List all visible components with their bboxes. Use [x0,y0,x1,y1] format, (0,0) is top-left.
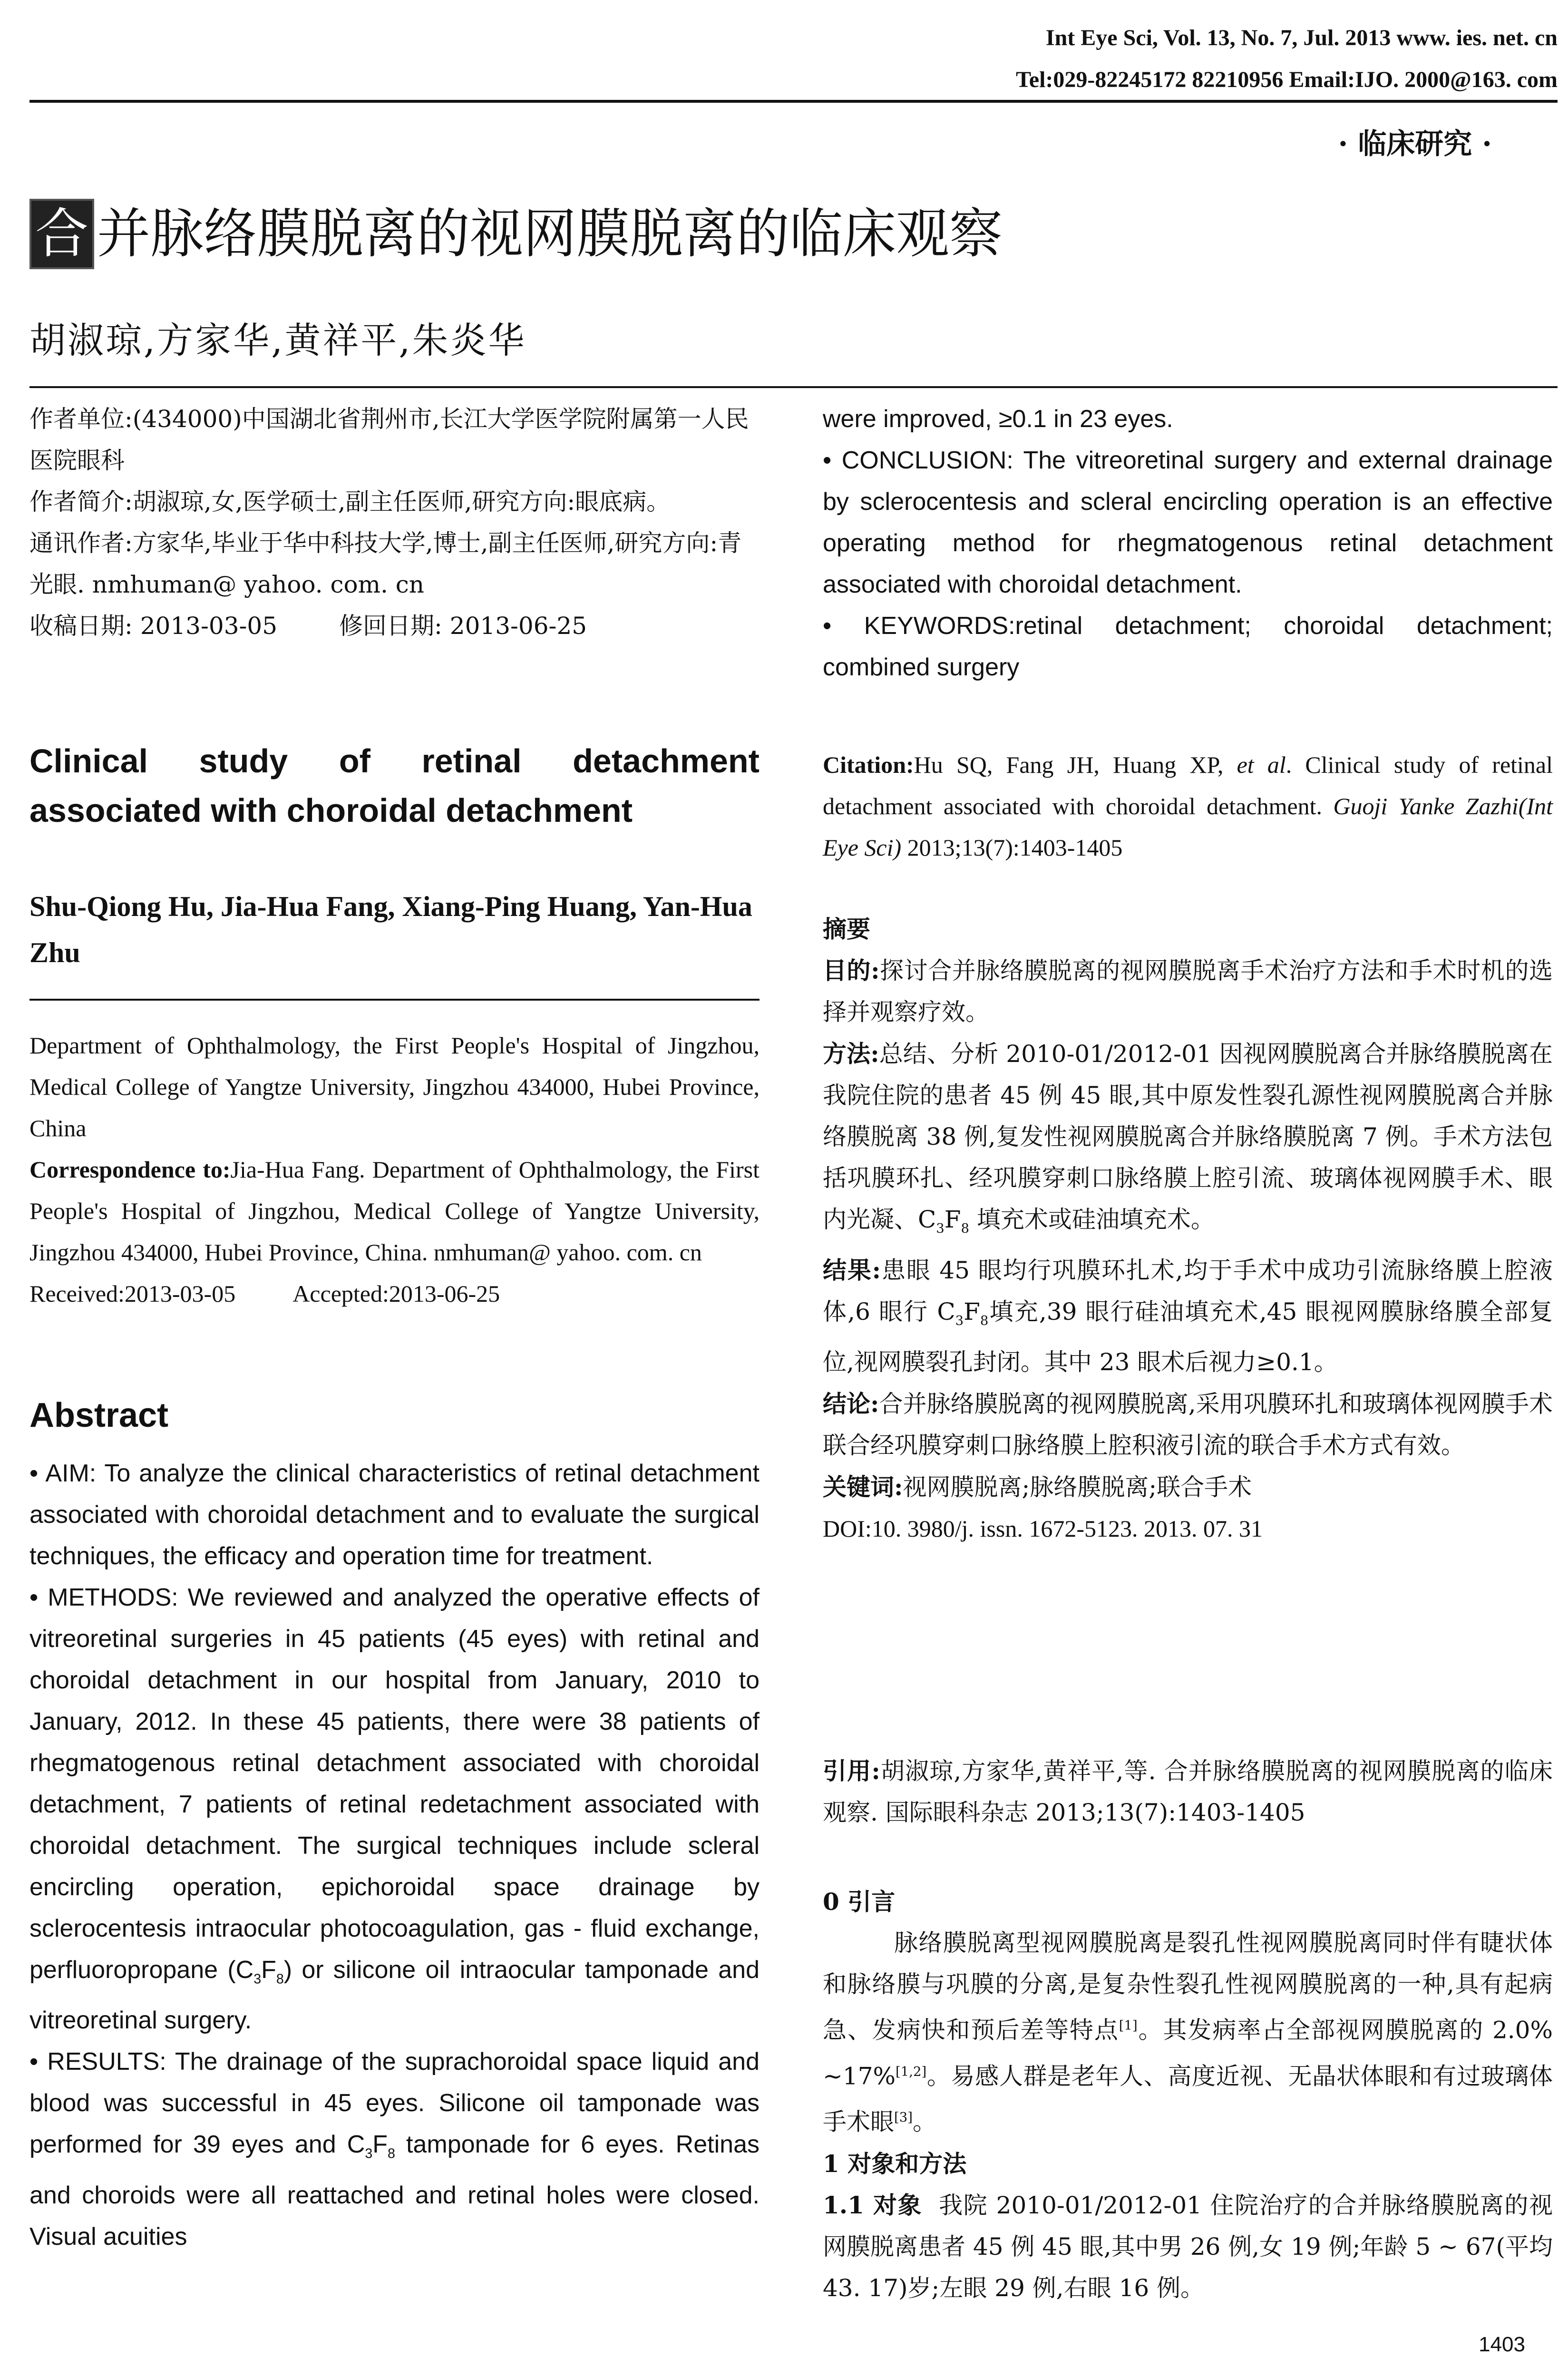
intro-heading: 0 引言 [823,1888,896,1916]
aim-text: To analyze the clinical characteristics of retinal detachment associated with choroidal detachment and to evaluate the surgical techniques, the efficacy and operation time for treatment. [29,1460,760,1570]
keywords-cn-label: 关键词: [823,1473,903,1501]
introduction [823,1881,1553,2309]
journal-contact: Tel:029-82245172 82210956 Email:IJO. 2000@163. com [1016,67,1558,92]
keywords-label: • KEYWORDS: [823,612,1015,640]
intro-a: 脉络膜脱离型视网膜脱离是裂孔性视网膜脱离同时伴有睫状体和脉络膜与巩膜的分离,是复杂性裂孔性视网膜脱离的一种,具有起病急、发病快和预后差等特点 [823,1929,1553,2044]
abstract-cn-methods [823,1033,1553,1249]
abstract-cn-conclusion [823,1383,1553,1466]
citation-cn-label: 引用: [823,1757,880,1785]
left-column [29,399,760,647]
section-1-1-text: 我院 2010-01/2012-01 住院治疗的合并脉络膜脱离的视网膜脱离患者 45 例 45 眼,其中男 26 例,女 19 例;年龄 5 ~ 67(平均 43. 17)岁;左眼 29 例,右眼 16 例。 [823,2191,1553,2302]
conclusion-text: The vitreoretinal surgery and external drainage by sclerocentesis and scleral encircling operation is an effective operating method for rhegmatogenous retinal detachment associated with choroidal detachment. [823,447,1553,598]
abstract-cn [823,908,1553,1549]
intro-ref-3: [3] [894,2110,913,2125]
abstract-cn-results [823,1249,1553,1383]
section-1-1 [823,2184,1553,2309]
results-text-b: tamponade for 6 eyes. Retinas and choroids were all reattached and retinal holes were closed. Visual acuities [29,2131,760,2250]
conclusion-label: • CONCLUSION: [823,447,1013,474]
department-en: Department of Ophthalmology, the First People's Hospital of Jingzhou, Medical College of Yangtze University, Jingzhou 434000, Hubei Province, China [29,1032,760,1141]
results-cn-label: 结果: [823,1256,881,1284]
doi: DOI:10. 3980/j. issn. 1672-5123. 2013. 07. 31 [823,1515,1263,1542]
title-en: Clinical study of retinal detachment associated with choroidal detachment [29,742,760,829]
abstract-keywords [823,605,1553,688]
objective-label: 目的: [823,956,880,984]
right-column-abstract [823,399,1553,688]
bio-cn: 作者简介:胡淑琼,女,医学硕士,副主任医师,研究方向:眼底病。 [29,488,671,516]
revised-cn: 修回日期: 2013-06-25 [339,612,587,640]
abstract-heading: Abstract [29,1396,169,1434]
methods-cn-label: 方法: [823,1040,879,1068]
abstract-en-body [29,1453,760,2258]
journal-info: Int Eye Sci, Vol. 13, No. 7, Jul. 2013 www. ies. net. cn [1045,25,1558,50]
results-sub-3: 3 [365,2146,373,2162]
methods-text-b: ) or silicone oil intraocular tamponade and vitreoretinal surgery. [29,1956,760,2035]
results-sub-8: 8 [388,2146,395,2162]
correspondence-label: Correspondence to: [29,1156,231,1183]
methods-cn-b: 填充术或硅油填充术。 [969,1206,1215,1233]
citation-etal: et al [1237,751,1286,778]
conclusion-cn-text: 合并脉络膜脱离的视网膜脱离,采用巩膜环扎和玻璃体视网膜手术联合经巩膜穿刺口脉络膜上腔积液引流的联合手术方式有效。 [823,1390,1553,1459]
abstract-conclusion [823,440,1553,605]
methods-cn-f: F [944,1206,961,1233]
citation-en [823,744,1553,868]
correspondence-text: Jia-Hua Fang. Department of Ophthalmology, the First People's Hospital of Jingzhou, Medical College of Yangtze University, Jingzhou 434000, Hubei Province, China. nmhuman@ yahoo. com. cn [29,1156,760,1266]
affiliation-en-block [29,1025,760,1315]
received-cn: 收稿日期: 2013-03-05 [29,612,278,640]
intro-ref-1: [1] [1119,2018,1138,2033]
title-rule [29,386,1558,388]
keywords-text: retinal detachment; choroidal detachment; combined surgery [823,612,1553,681]
methods-sub-8: 8 [276,1971,284,1987]
page-number: 1403 [1479,2333,1525,2356]
intro-b: 。其发病率占全部视网膜脱离的 2.0% ~17% [823,2016,1553,2090]
accepted-en: Accepted:2013-06-25 [292,1280,500,1307]
aim-label: • AIM: [29,1460,97,1487]
section-1-1-label: 1.1 对象 [823,2191,923,2219]
abstract-methods [29,1577,760,2041]
methods-sub-3: 3 [253,1971,262,1987]
intro-c: 。易感人群是老年人、高度近视、无晶状体眼和有过玻璃体手术眼 [823,2062,1553,2136]
methods-text-a: We reviewed and analyzed the operative effects of vitreoretinal surgeries in 45 patients (45 eyes) with retinal and choroidal detachment in our hospital from January, 2010 to January, 2012. In these 45 patients, there were 38 patients of rhegmatogenous retinal detachment associated with choroidal detachment, 7 patients of retinal redetachment associated with choroidal detachment. The surgical techniques include scleral encircling operation, epichoroidal space drainage by sclerocentesis intraocular photocoagulation, gas - fluid exchange, perfluoropropane (C [29,1584,760,1984]
intro-ref-2: [1,2] [896,2064,927,2079]
intro-d: 。 [912,2108,936,2136]
title-initial: 合 [29,199,94,269]
received-en: Received:2013-03-05 [29,1280,236,1307]
results-cn-a: 患眼 45 眼均行巩膜环扎术,均于手术中成功引流脉络膜上腔液体,6 眼行 C [823,1257,1553,1325]
intro-paragraph [823,1922,1553,2143]
citation-c: 2013;13(7):1403-1405 [901,834,1123,861]
citation-b: . Clinical study of retinal detachment associated with choroidal detachment. [823,751,1553,819]
citation-a: Hu SQ, Fang JH, Huang XP, [914,751,1237,778]
methods-cn-sub-3: 3 [936,1221,945,1236]
correspondence-cn: 通讯作者:方家华,毕业于华中科技大学,博士,副主任医师,研究方向:青光眼. nmhuman@ yahoo. com. cn [29,529,742,598]
abstract-results [29,2041,760,2257]
methods-cn-sub-8: 8 [961,1221,969,1236]
results-label: • RESULTS: [29,2048,166,2076]
authors-en: Shu-Qiong Hu, Jia-Hua Fang, Xiang-Ping Huang, Yan-Hua Zhu [29,891,752,968]
section-tag: · 临床研究 · [1338,127,1492,161]
methods-f: F [261,1956,276,1984]
authors-rule [29,999,760,1001]
dates-cn [29,605,760,647]
results-f: F [372,2131,388,2159]
dates-en [29,1273,760,1315]
results-text-a: The drainage of the suprachoroidal space liquid and blood was successful in 45 eyes. Silicone oil tamponade was performed for 39 eyes and C [29,2048,760,2159]
section-1-heading: 1 对象和方法 [823,2149,967,2178]
methods-cn-a: 总结、分析 2010-01/2012-01 因视网膜脱离合并脉络膜脱离在我院住院的患者 45 例 45 眼,其中原发性裂孔源性视网膜脱离合并脉络膜脱离 38 例,复发性视网膜脱离合并脉络膜脱离 7 例。手术方法包括巩膜环扎、经巩膜穿刺口脉络膜上腔引流、玻璃体视网膜手术、眼内光凝、C [823,1040,1553,1233]
keywords-cn-text: 视网膜脱离;脉络膜脱离;联合手术 [903,1473,1252,1501]
citation-cn-text: 胡淑琼,方家华,黄祥平,等. 合并脉络膜脱离的视网膜脱离的临床观察. 国际眼科杂志 2013;13(7):1403-1405 [823,1757,1553,1826]
results-cn-f: F [964,1298,980,1325]
abstract-cn-heading: 摘要 [823,915,870,943]
authors-cn: 胡淑琼,方家华,黄祥平,朱炎华 [29,319,526,361]
results-cn-sub-3: 3 [955,1313,964,1328]
citation-label: Citation: [823,751,914,778]
citation-journal: Guoji Yanke Zazhi(Int Eye Sci) [823,793,1553,861]
article-title [29,199,1003,269]
header-rule [29,100,1558,103]
results-cn-b: 填充,39 眼行硅油填充术,45 眼视网膜脉络膜全部复位,视网膜裂孔封闭。其中 23 眼术后视力≥0.1。 [823,1298,1553,1376]
citation-cn [823,1750,1553,1833]
title-text: 并脉络膜脱离的视网膜脱离的临床观察 [97,203,1003,265]
abstract-aim [29,1453,760,1577]
abstract-cn-objective [823,950,1553,1033]
abstract-cn-keywords [823,1466,1553,1508]
affiliation-cn: 作者单位:(434000)中国湖北省荆州市,长江大学医学院附属第一人民医院眼科 [29,405,749,474]
correspondence-en [29,1149,760,1273]
objective-text: 探讨合并脉络膜脱离的视网膜脱离手术治疗方法和手术时机的选择并观察疗效。 [823,957,1553,1026]
conclusion-cn-label: 结论: [823,1390,879,1418]
methods-label: • METHODS: [29,1584,178,1611]
results-cn-sub-8: 8 [980,1313,989,1328]
results-continued: were improved, ≥0.1 in 23 eyes. [823,405,1173,433]
